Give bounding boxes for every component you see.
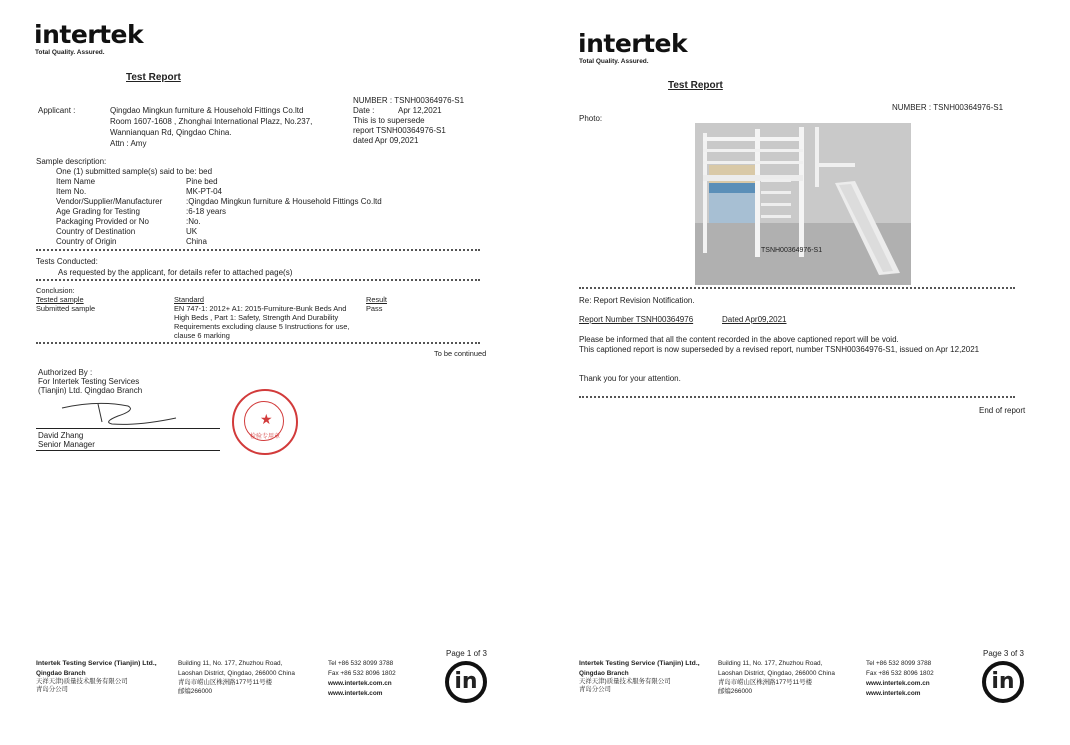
signer-name: David Zhang: [38, 431, 84, 440]
logo-tagline: Total Quality. Assured.: [35, 49, 105, 56]
signature-line: [36, 428, 220, 429]
sample-row-key: Country of Destination: [56, 227, 136, 236]
footer-address: 邮编266000: [178, 688, 213, 695]
applicant-line: Wannianquan Rd, Qingdao China.: [110, 128, 232, 137]
intertek-logo: intertek: [34, 20, 144, 49]
footer-address: Laoshan District, Qingdao, 266000 China: [718, 670, 835, 677]
page-number: Page 1 of 3: [446, 649, 487, 658]
conclusion-result: Pass: [366, 304, 383, 313]
conclusion-standard-line: High Beds , Part 1: Safety, Strength And Durability: [174, 313, 339, 322]
supersede-line-2: report TSNH00364976-S1: [353, 126, 446, 135]
supersede-line-1: This is to supersede: [353, 116, 425, 125]
sample-row-value: :Qingdao Mingkun furniture & Household Fittings Co.ltd: [186, 197, 382, 206]
report-number: NUMBER : TSNH00364976-S1: [892, 103, 1004, 112]
page-title: Test Report: [668, 80, 723, 91]
footer-cn-name: 天祥天津)质量技术服务有限公司: [36, 678, 128, 685]
dotted-divider: [36, 279, 480, 281]
original-report-number: Report Number TSNH00364976: [579, 315, 694, 324]
tests-conducted-label: Tests Conducted:: [36, 257, 98, 266]
sample-row-key: Item Name: [56, 177, 96, 186]
sample-row-key: Age Grading for Testing: [56, 207, 140, 216]
sample-row-value: Pine bed: [186, 177, 218, 186]
sample-row-key: Item No.: [56, 187, 87, 196]
product-photo: [695, 123, 911, 285]
original-report-date: Dated Apr09,2021: [722, 315, 787, 324]
footer-cn-branch: 青岛分公司: [36, 686, 68, 693]
column-header-result: Result: [366, 295, 387, 304]
logo-tagline: Total Quality. Assured.: [579, 58, 649, 65]
revision-subject: Re: Report Revision Notification.: [579, 296, 695, 305]
sample-intro: One (1) submitted sample(s) said to be: bed: [56, 167, 213, 176]
authorized-line: Authorized By :: [38, 368, 93, 377]
thanks-line: Thank you for your attention.: [579, 374, 681, 383]
conclusion-standard-line: EN 747-1: 2012+ A1: 2015-Furniture-Bunk Beds And: [174, 304, 347, 313]
footer-address: 青岛市崂山区株洲路177号11号楼: [718, 679, 812, 686]
report-page-3: [535, 0, 1070, 745]
footer-fax: Fax +86 532 8096 1802: [866, 670, 934, 677]
footer-address: Building 11, No. 177, Zhuzhou Road,: [178, 660, 283, 667]
column-header-tested-sample: Tested sample: [36, 295, 84, 304]
intertek-in-logo: in: [445, 661, 487, 703]
footer-branch: Qingdao Branch: [36, 670, 86, 677]
date-label: Date :: [353, 106, 375, 115]
sample-row-key: Packaging Provided or No: [56, 217, 149, 226]
intertek-logo: intertek: [578, 29, 688, 58]
sample-row-value: UK: [186, 227, 198, 236]
page-number: Page 3 of 3: [983, 649, 1024, 658]
seal-text: 检验专用章: [249, 434, 280, 440]
report-number: NUMBER : TSNH00364976-S1: [353, 96, 465, 105]
sample-row-value: China: [186, 237, 207, 246]
footer-address: Laoshan District, Qingdao, 266000 China: [178, 670, 295, 677]
dotted-divider: [36, 342, 480, 344]
footer-cn-name: 天祥天津)质量技术服务有限公司: [579, 678, 671, 685]
footer-company: Intertek Testing Service (Tianjin) Ltd.,: [579, 660, 700, 667]
authorized-line: For Intertek Testing Services: [38, 377, 140, 386]
authorized-line: (Tianjin) Ltd. Qingdao Branch: [38, 386, 143, 395]
sample-row-value: :No.: [186, 217, 201, 226]
footer-address: 青岛市崂山区株洲路177号11号楼: [178, 679, 272, 686]
signer-title: Senior Manager: [38, 440, 95, 449]
conclusion-standard-line: clause 6 marking: [174, 331, 230, 340]
footer-address: 邮编266000: [718, 688, 753, 695]
to-be-continued: To be continued: [434, 349, 487, 358]
conclusion-sample: Submitted sample: [36, 304, 96, 313]
dotted-divider: [579, 287, 1015, 289]
signature: [58, 398, 183, 430]
tests-conducted-text: As requested by the applicant, for details refer to attached page(s): [58, 268, 293, 277]
conclusion-label: Conclusion:: [36, 286, 75, 295]
date-value: Apr 12,2021: [398, 106, 442, 115]
conclusion-standard-line: Requirements excluding clause 5 Instructions for use,: [174, 322, 350, 331]
applicant-line: Room 1607-1608 , Zhonghai International Plazz, No.237,: [110, 117, 313, 126]
footer-cn-branch: 青岛分公司: [579, 686, 611, 693]
dotted-divider: [579, 396, 1015, 398]
footer-branch: Qingdao Branch: [579, 670, 629, 677]
dotted-divider: [36, 249, 480, 251]
applicant-line: Attn : Amy: [110, 139, 147, 148]
footer-fax: Fax +86 532 8096 1802: [328, 670, 396, 677]
footer-web[interactable]: www.intertek.com.cn: [866, 680, 930, 687]
photo-caption: TSNH00364976-S1: [761, 247, 823, 254]
notice-line: Please be informed that all the content recorded in the above captioned report will be void.: [579, 335, 899, 344]
footer-address: Building 11, No. 177, Zhuzhou Road,: [718, 660, 823, 667]
column-header-standard: Standard: [174, 295, 204, 304]
notice-line: This captioned report is now superseded by a revised report, number TSNH00364976-S1, issued on Apr 12,2021: [579, 345, 980, 354]
intertek-in-logo: in: [982, 661, 1024, 703]
end-of-report: End of report: [979, 406, 1026, 415]
applicant-label: Applicant :: [38, 106, 76, 115]
sample-row-value: MK-PT-04: [186, 187, 223, 196]
sample-row-key: Vendor/Supplier/Manufacturer: [56, 197, 163, 206]
sample-row-value: :6-18 years: [186, 207, 227, 216]
footer-web[interactable]: www.intertek.com: [866, 690, 921, 697]
footer-company: Intertek Testing Service (Tianjin) Ltd.,: [36, 660, 157, 667]
footer-tel: Tel +86 532 8099 3788: [328, 660, 394, 667]
page-title: Test Report: [126, 72, 181, 83]
footer-web[interactable]: www.intertek.com.cn: [328, 680, 392, 687]
footer-web[interactable]: www.intertek.com: [328, 690, 383, 697]
sample-description-label: Sample description:: [36, 157, 107, 166]
footer-tel: Tel +86 532 8099 3788: [866, 660, 932, 667]
photo-label: Photo:: [579, 114, 603, 123]
sample-row-key: Country of Origin: [56, 237, 117, 246]
official-seal: ★ 检验专用章: [232, 389, 298, 455]
applicant-line: Qingdao Mingkun furniture & Household Fittings Co.ltd: [110, 106, 304, 115]
signature-underline: [36, 450, 220, 451]
supersede-line-3: dated Apr 09,2021: [353, 136, 419, 145]
